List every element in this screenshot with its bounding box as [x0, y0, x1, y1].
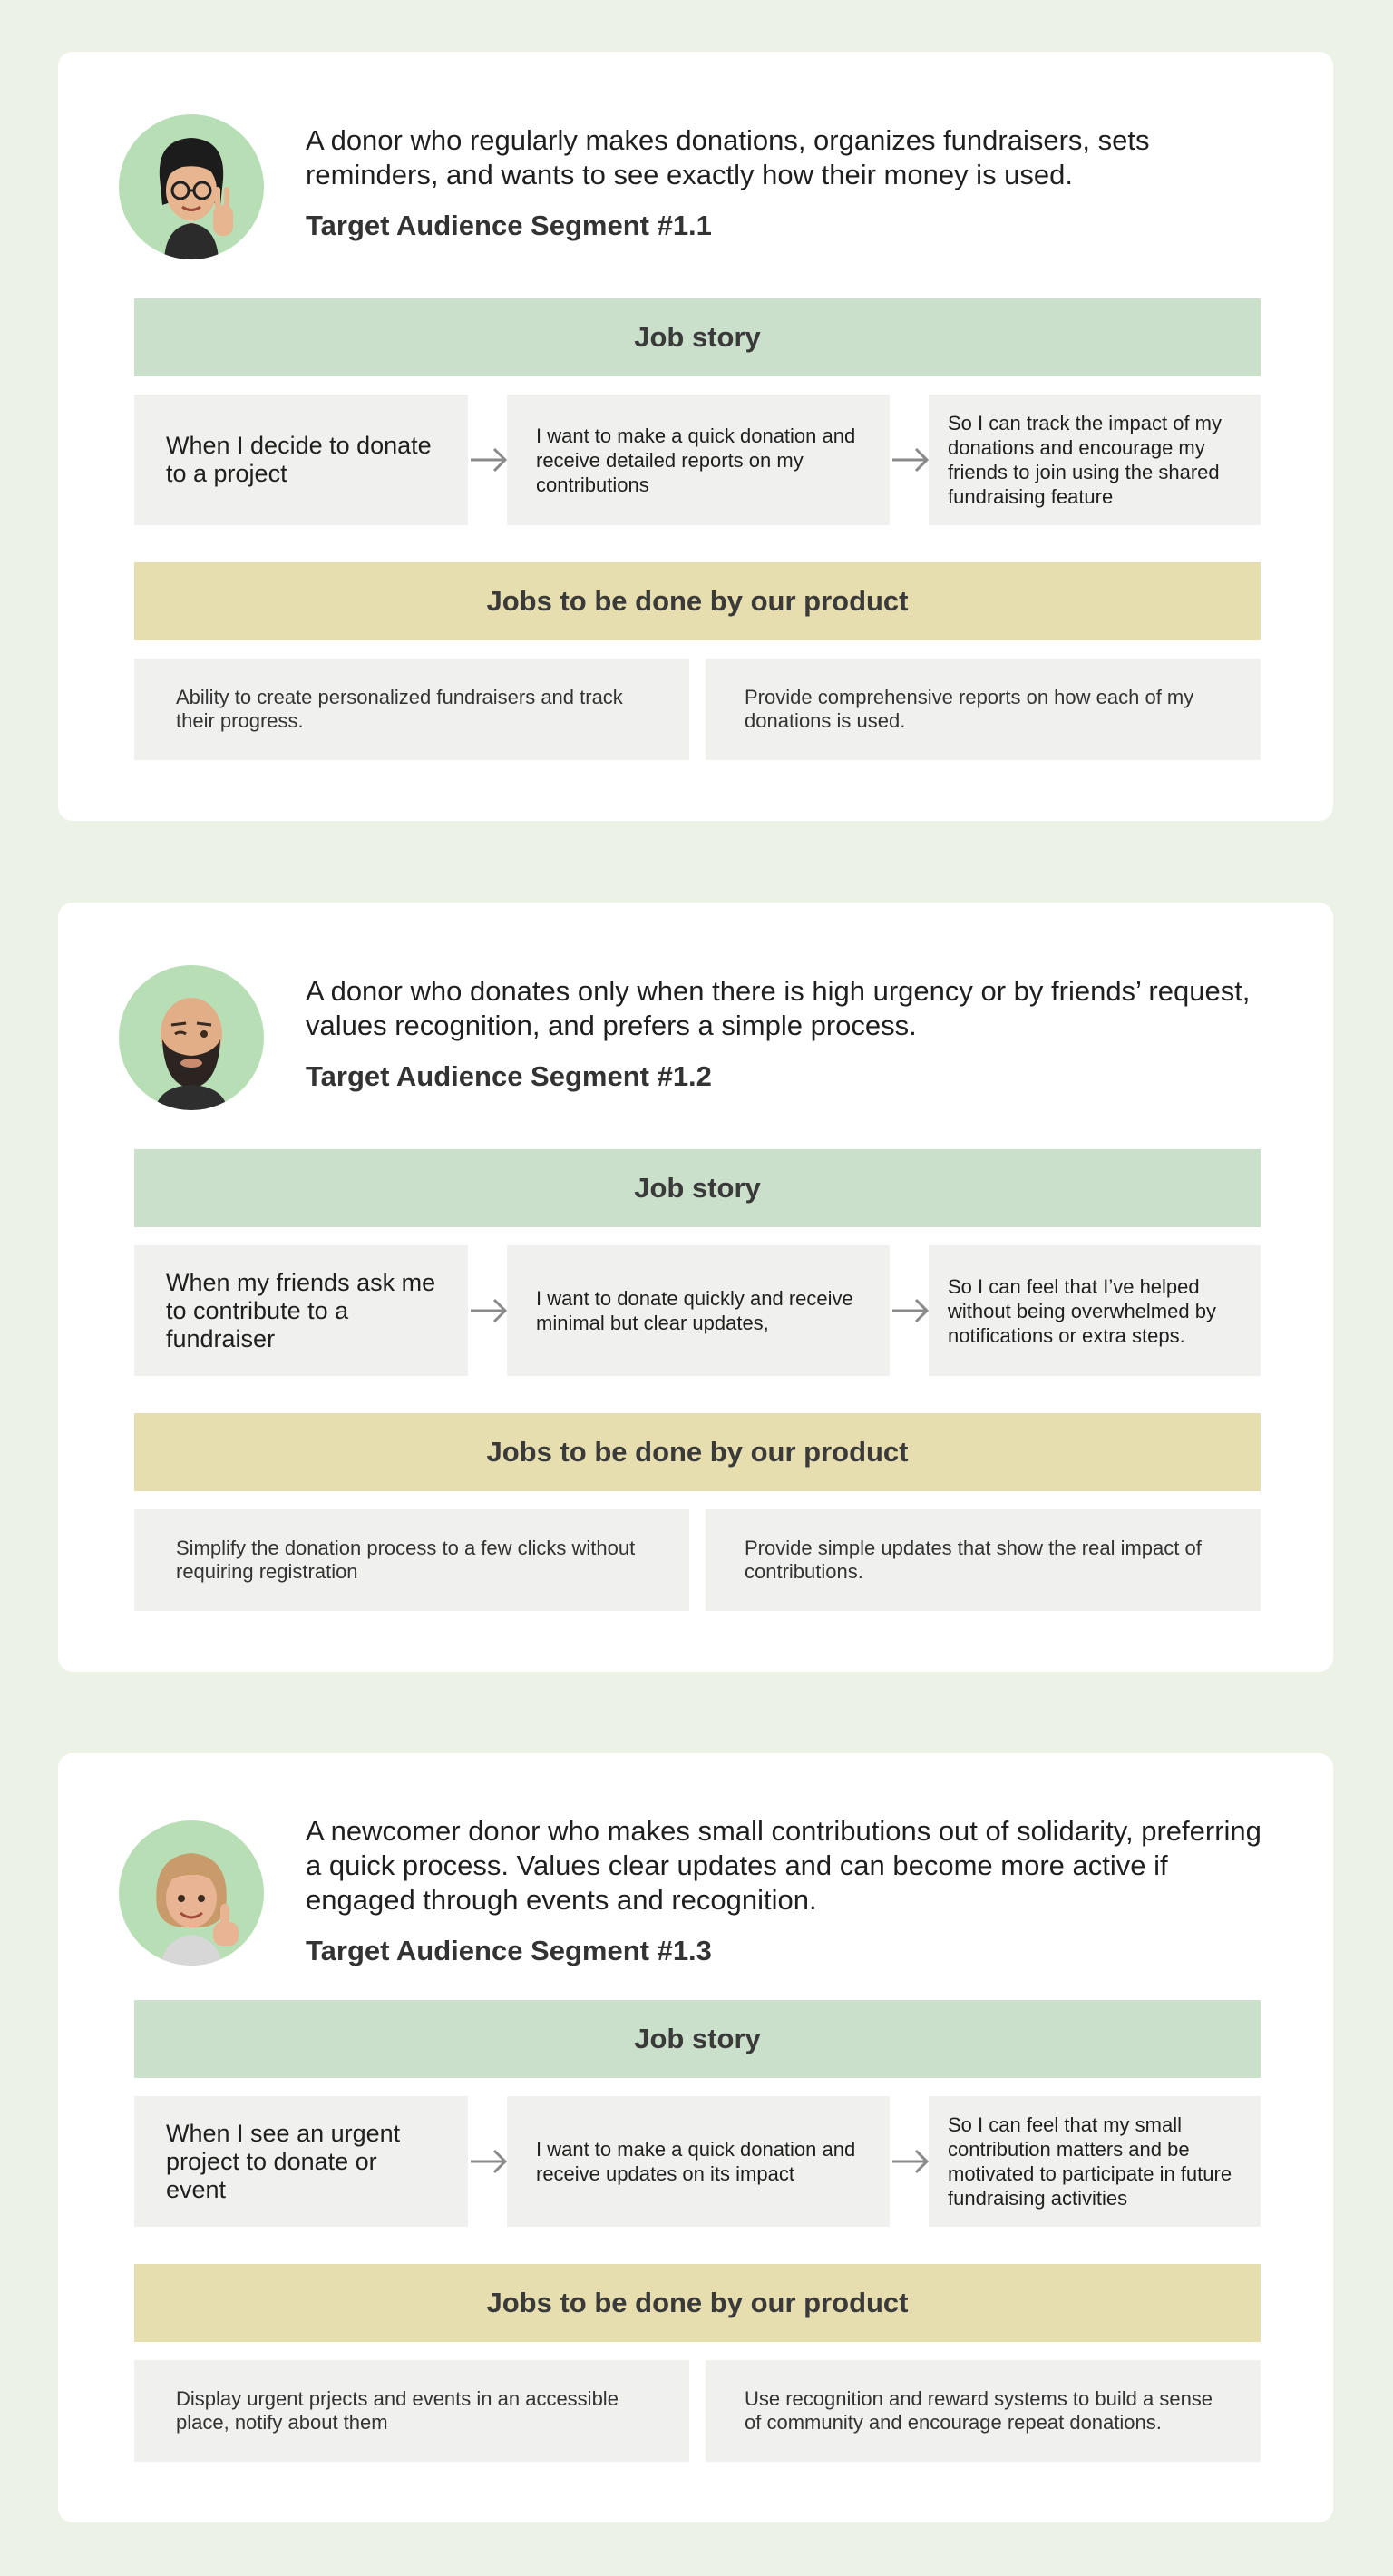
- job-story-row: [134, 1245, 1261, 1376]
- woman-avatar-icon: [119, 114, 264, 259]
- job-story-want: I want to make a quick donation and receive updates on its impact: [507, 2096, 890, 2227]
- jobs-row: [134, 659, 1261, 760]
- job-story-when: When I decide to donate to a project: [134, 395, 468, 525]
- job-story-so: So I can feel that I’ve helped without being overwhelmed by notifications or extra steps.: [929, 1245, 1261, 1376]
- job-item: Use recognition and reward systems to build a sense of community and encourage repeat donations.: [706, 2360, 1261, 2462]
- job-story-want: I want to donate quickly and receive minimal but clear updates,: [507, 1245, 890, 1376]
- segment-card-2: [58, 903, 1333, 1672]
- jobs-row: [134, 2360, 1261, 2462]
- job-item: Provide simple updates that show the real impact of contributions.: [706, 1509, 1261, 1611]
- segment-title: Target Audience Segment #1.3: [306, 1935, 712, 1966]
- segment-title: Target Audience Segment #1.2: [306, 1060, 712, 1092]
- arrow-right-icon: [469, 442, 509, 478]
- job-story-so: So I can feel that my small contribution matters and be motivated to participate in future fundraising activities: [929, 2096, 1261, 2227]
- woman-thumbs-up-avatar-icon: [119, 1820, 264, 1966]
- job-item: Provide comprehensive reports on how each of my donations is used.: [706, 659, 1261, 760]
- segment-card-3: [58, 1753, 1333, 2522]
- job-story-want: I want to make a quick donation and receive detailed reports on my contributions: [507, 395, 890, 525]
- persona-description: A donor who donates only when there is high urgency or by friends’ request, values recognition, and prefers a simple process.: [306, 975, 1251, 1041]
- job-item: Simplify the donation process to a few clicks without requiring registration: [134, 1509, 689, 1611]
- job-item: Display urgent prjects and events in an accessible place, notify about them: [134, 2360, 689, 2462]
- segment-title: Target Audience Segment #1.1: [306, 210, 712, 241]
- jobs-heading: Jobs to be done by our product: [134, 562, 1261, 640]
- persona-description: A donor who regularly makes donations, organizes fundraisers, sets reminders, and wants to see exactly how their money is used.: [306, 124, 1150, 190]
- arrow-right-icon: [891, 2143, 930, 2180]
- job-story-when: When I see an urgent project to donate or event: [134, 2096, 468, 2227]
- man-avatar-icon: [119, 965, 264, 1110]
- arrow-right-icon: [891, 442, 930, 478]
- job-story-heading: Job story: [134, 2000, 1261, 2078]
- arrow-right-icon: [469, 2143, 509, 2180]
- job-story-so: So I can track the impact of my donations and encourage my friends to join using the shared fundraising feature: [929, 395, 1261, 525]
- persona-description: A newcomer donor who makes small contributions out of solidarity, preferring a quick process. Values clear updates and can become more active if engaged through events and recognition.: [306, 1815, 1261, 1916]
- job-story-heading: Job story: [134, 1149, 1261, 1227]
- job-item: Ability to create personalized fundraisers and track their progress.: [134, 659, 689, 760]
- job-story-row: [134, 2096, 1261, 2227]
- arrow-right-icon: [891, 1293, 930, 1329]
- job-story-when: When my friends ask me to contribute to a fundraiser: [134, 1245, 468, 1376]
- arrow-right-icon: [469, 1293, 509, 1329]
- segment-card-1: [58, 52, 1333, 821]
- jobs-heading: Jobs to be done by our product: [134, 2264, 1261, 2342]
- jobs-heading: Jobs to be done by our product: [134, 1413, 1261, 1491]
- job-story-row: [134, 395, 1261, 525]
- job-story-heading: Job story: [134, 298, 1261, 376]
- jobs-row: [134, 1509, 1261, 1611]
